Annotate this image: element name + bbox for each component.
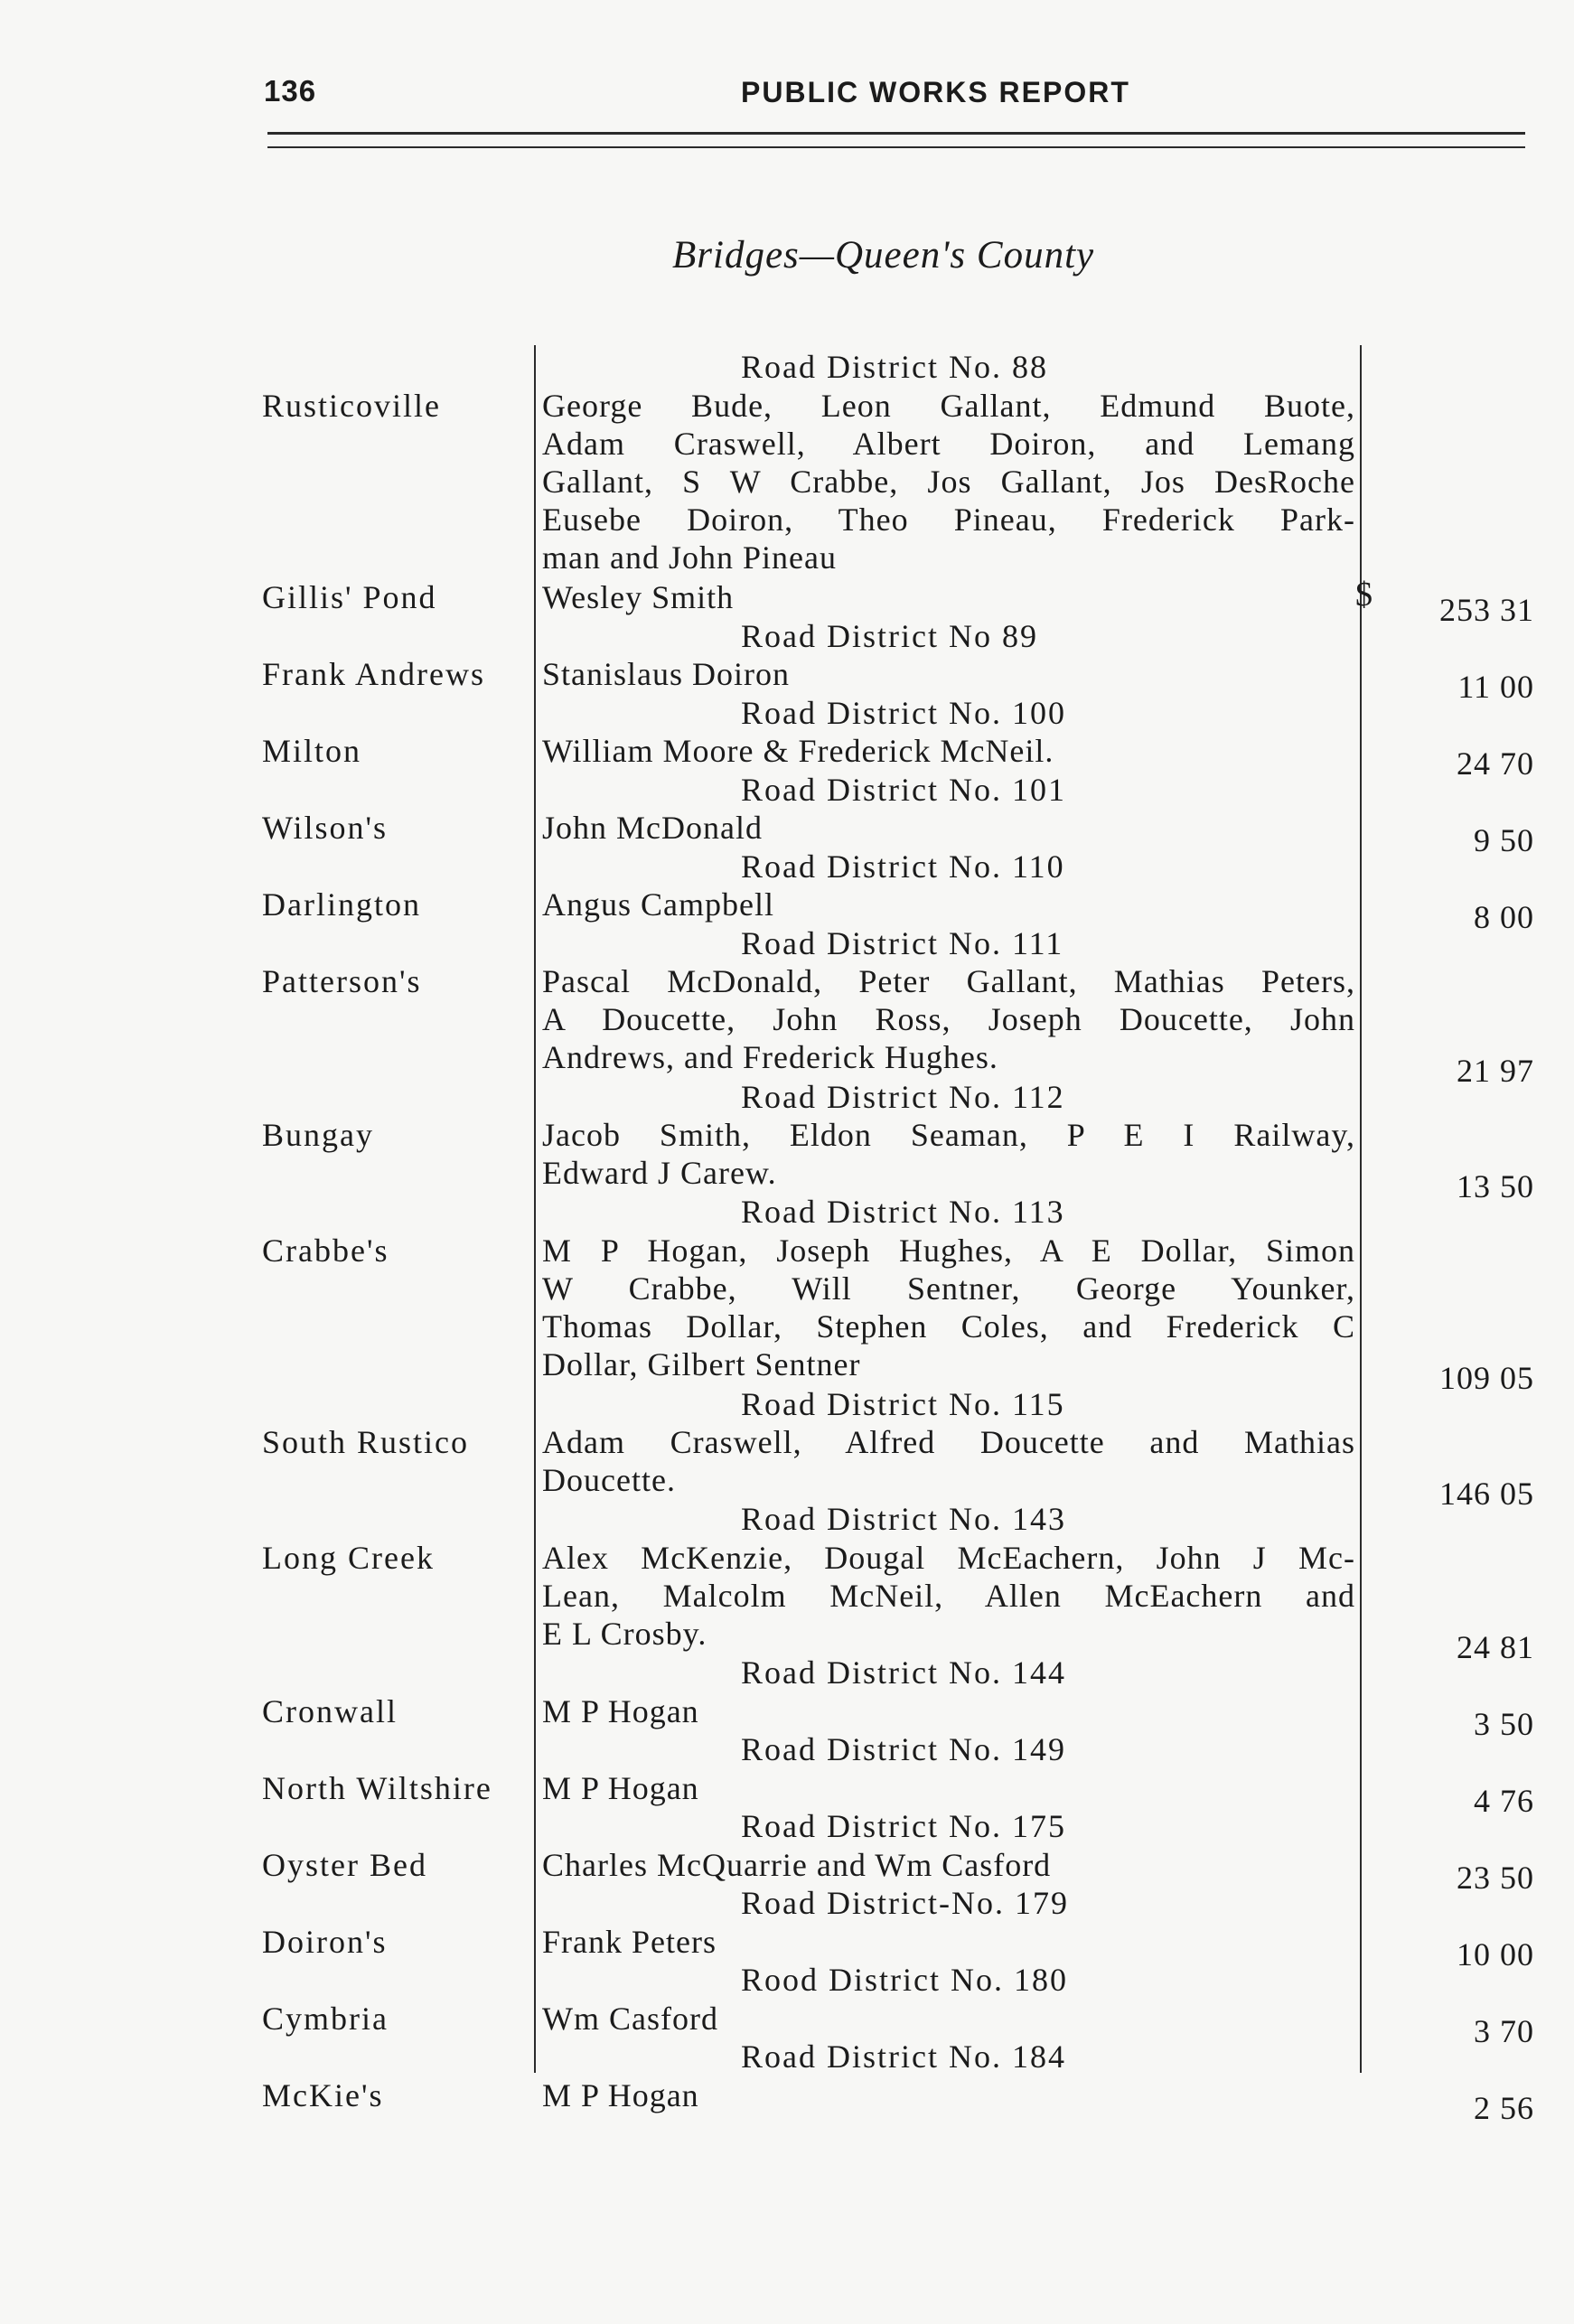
road-district-heading: Road District No. 88 (741, 349, 1048, 385)
place-name: Darlington (262, 886, 421, 923)
contractor-names (542, 1539, 1355, 1653)
contractor-names (542, 1116, 1355, 1192)
amount: 13 50 (1457, 1167, 1534, 1204)
contractor-names-line: Gallant, S W Crabbe, Jos Gallant, Jos DesRoche (542, 463, 1355, 500)
contractor-names-line: M P Hogan (542, 1692, 699, 1729)
contractor-names (542, 1769, 1355, 1807)
contractor-names (542, 2076, 1355, 2114)
contractor-names-line: M P Hogan, Joseph Hughes, A E Dollar, Simon (542, 1232, 1355, 1269)
contractor-names-line: Charles McQuarrie and Wm Casford (542, 1846, 1052, 1883)
contractor-names (542, 809, 1355, 847)
contractor-names (542, 1846, 1355, 1884)
contractor-names-line: E L Crosby. (542, 1615, 707, 1652)
amount: 3 50 (1474, 1705, 1534, 1742)
amount: 8 00 (1474, 899, 1534, 935)
place-name: Milton (262, 733, 362, 769)
road-district-heading: Rood District No. 180 (741, 1962, 1068, 1998)
road-district-heading: Road District No. 110 (741, 848, 1065, 885)
road-district-heading: Road District No. 100 (741, 694, 1066, 731)
road-district-heading: Road District No. 175 (741, 1808, 1066, 1844)
place-name: Wilson's (262, 810, 389, 846)
contractor-names-line: Eusebe Doiron, Theo Pineau, Frederick Park- (542, 501, 1355, 538)
contractor-names (542, 1232, 1355, 1383)
place-name: Rusticoville (262, 387, 441, 424)
road-district-heading: Road District No. 184 (741, 2038, 1066, 2075)
running-head: PUBLIC WORKS REPORT (741, 76, 1130, 108)
contractor-names-line: W Crabbe, Will Sentner, George Younker, (542, 1270, 1355, 1307)
contractor-names-line: Pascal McDonald, Peter Gallant, Mathias Peters, (542, 963, 1355, 999)
amount: 253 31 (1439, 592, 1534, 628)
amount: 109 05 (1439, 1360, 1534, 1396)
place-name: North Wiltshire (262, 1769, 492, 1806)
amount: 2 56 (1474, 2089, 1534, 2126)
contractor-names-line: Doucette. (542, 1462, 676, 1498)
contractor-names-line: George Bude, Leon Gallant, Edmund Buote, (542, 387, 1355, 424)
contractor-names (542, 387, 1355, 576)
road-district-heading: Road District No. 143 (741, 1501, 1066, 1537)
contractor-names (542, 732, 1355, 770)
contractor-names-line: Edward J Carew. (542, 1155, 777, 1191)
place-name: Bungay (262, 1117, 374, 1153)
amount: 3 70 (1474, 2012, 1534, 2049)
road-district-heading: Road District No. 149 (741, 1731, 1066, 1767)
contractor-names (542, 1692, 1355, 1730)
place-name: South Rustico (262, 1424, 470, 1460)
contractor-names-line: Andrews, and Frederick Hughes. (542, 1039, 998, 1075)
header-rule-top (267, 132, 1525, 135)
place-name: Cymbria (262, 2000, 389, 2037)
amount: 24 81 (1457, 1628, 1534, 1665)
amount: 23 50 (1457, 1859, 1534, 1896)
place-name: Long Creek (262, 1539, 435, 1576)
road-district-heading: Road District No. 113 (741, 1194, 1065, 1230)
road-district-heading: Road District No. 111 (741, 924, 1064, 961)
page-number: 136 (264, 74, 317, 108)
place-name: Patterson's (262, 963, 422, 999)
amount: 21 97 (1457, 1053, 1534, 1089)
header-rule-bottom (267, 146, 1525, 148)
contractor-names (542, 655, 1355, 693)
contractor-names-line: William Moore & Frederick McNeil. (542, 733, 1054, 769)
place-name: Gillis' Pond (262, 579, 437, 615)
contractor-names-line: man and John Pineau (542, 539, 837, 576)
contractor-names-line: Adam Craswell, Alfred Doucette and Mathias (542, 1424, 1355, 1460)
contractor-names-line: Angus Campbell (542, 886, 774, 923)
place-name: McKie's (262, 2076, 384, 2113)
amount: 146 05 (1439, 1475, 1534, 1512)
contractor-names-line: Lean, Malcolm McNeil, Allen McEachern and (542, 1577, 1355, 1614)
amount: 11 00 (1457, 669, 1534, 705)
place-name: Frank Andrews (262, 656, 485, 692)
page-title: Bridges—Queen's County (672, 234, 1095, 276)
contractor-names-line: Dollar, Gilbert Sentner (542, 1345, 861, 1382)
amount: 4 76 (1474, 1782, 1534, 1819)
place-name: Cronwall (262, 1692, 398, 1729)
amount: 10 00 (1457, 1935, 1534, 1973)
contractor-names-line: Frank Peters (542, 1923, 717, 1960)
road-district-heading: Road District No 89 (741, 617, 1038, 654)
contractor-names-line: Stanislaus Doiron (542, 656, 790, 692)
contractor-names (542, 962, 1355, 1076)
road-district-heading: Road District No. 115 (741, 1385, 1065, 1422)
contractor-names-line: Wesley Smith (542, 579, 735, 615)
column-divider-left (534, 345, 536, 2073)
contractor-names-line: Adam Craswell, Albert Doiron, and Lemang (542, 425, 1355, 462)
contractor-names (542, 1923, 1355, 1961)
road-district-heading: Road District No. 112 (741, 1078, 1065, 1115)
contractor-names-line: Alex McKenzie, Dougal McEachern, John J Mc- (542, 1539, 1355, 1576)
road-district-heading: Road District No. 101 (741, 771, 1066, 808)
contractor-names-line: John McDonald (542, 810, 763, 846)
amount: 9 50 (1474, 822, 1534, 858)
contractor-names (542, 886, 1355, 923)
contractor-names-line: Wm Casford (542, 2000, 718, 2037)
contractor-names-line: Jacob Smith, Eldon Seaman, P E I Railway, (542, 1117, 1355, 1153)
road-district-heading: Road District No. 144 (741, 1654, 1066, 1691)
contractor-names-line: M P Hogan (542, 1769, 699, 1806)
contractor-names-line: M P Hogan (542, 2076, 699, 2113)
contractor-names (542, 578, 1355, 616)
contractor-names-line: Thomas Dollar, Stephen Coles, and Frederick C (542, 1307, 1355, 1345)
currency-symbol: $ (1355, 576, 1373, 614)
place-name: Doiron's (262, 1923, 388, 1960)
amount: 24 70 (1457, 745, 1534, 782)
place-name: Crabbe's (262, 1232, 389, 1269)
road-district-heading: Road District-No. 179 (741, 1885, 1069, 1921)
place-name: Oyster Bed (262, 1846, 427, 1883)
contractor-names (542, 1423, 1355, 1499)
contractor-names (542, 2000, 1355, 2038)
contractor-names-line: A Doucette, John Ross, Joseph Doucette, John (542, 1001, 1355, 1037)
